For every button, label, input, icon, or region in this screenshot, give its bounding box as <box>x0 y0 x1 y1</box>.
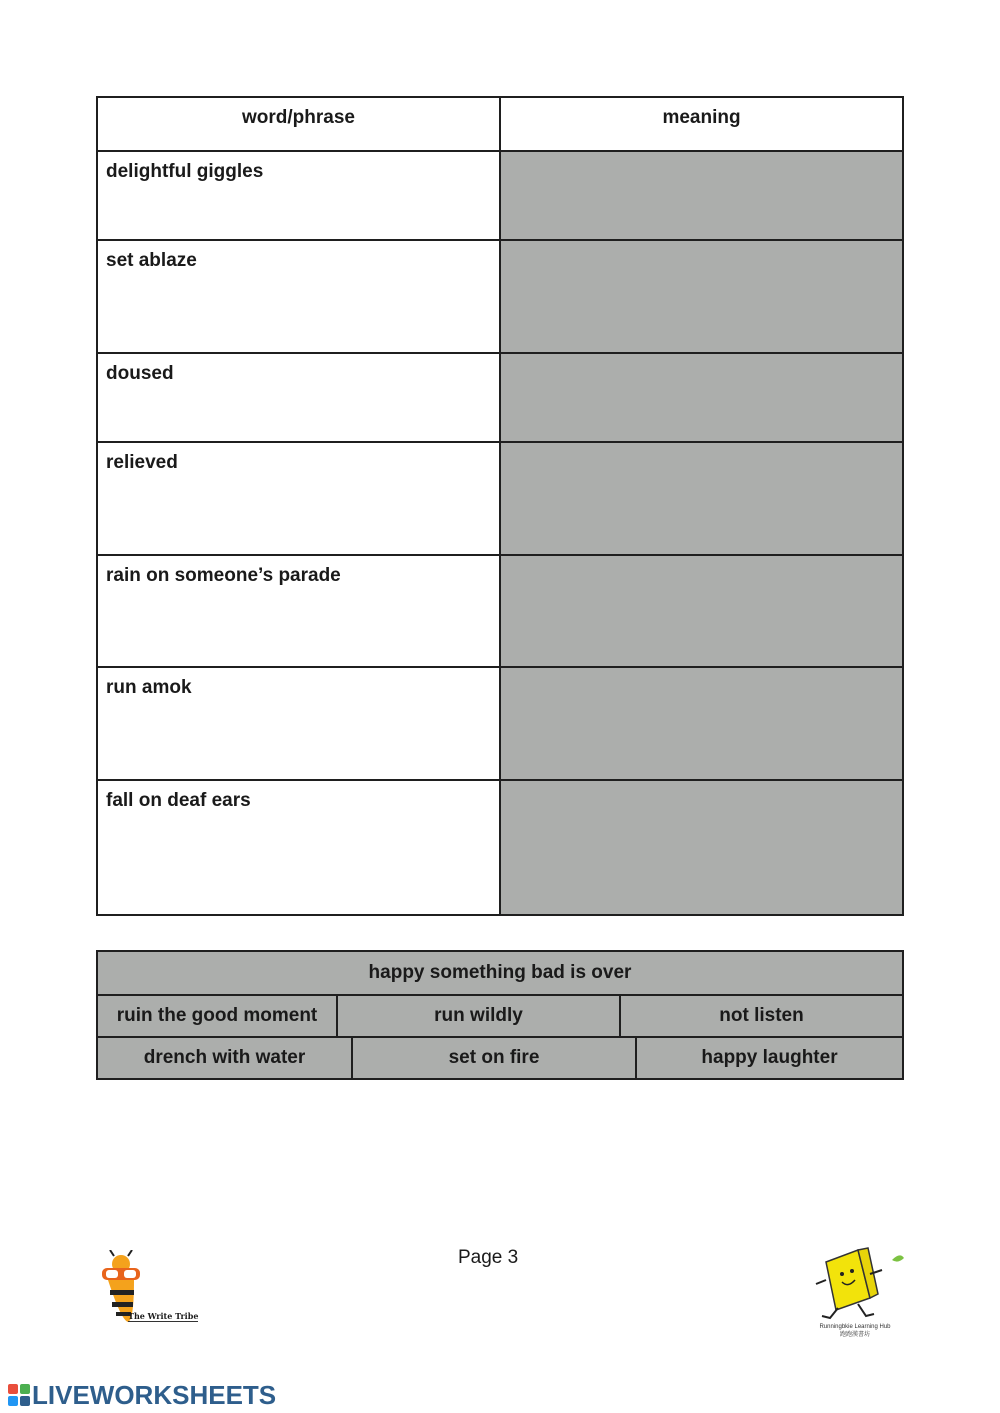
answer-chip[interactable]: run wildly <box>336 996 619 1036</box>
word-cell: fall on deaf ears <box>97 780 500 915</box>
meaning-drop-zone[interactable] <box>500 353 903 442</box>
meaning-drop-zone[interactable] <box>500 240 903 353</box>
word-cell: rain on someone’s parade <box>97 555 500 667</box>
table-row <box>97 780 903 915</box>
answer-chip[interactable]: set on fire <box>351 1038 635 1078</box>
word-cell: doused <box>97 353 500 442</box>
answer-chip[interactable]: drench with water <box>143 1047 306 1068</box>
liveworksheets-brand[interactable] <box>8 1381 276 1409</box>
answer-chip[interactable]: ruin the good moment <box>116 1005 318 1026</box>
answer-bank-row <box>98 1036 902 1078</box>
table-row <box>97 442 903 555</box>
table-row <box>97 555 903 667</box>
meaning-drop-zone[interactable] <box>500 442 903 555</box>
answer-bank-row <box>98 994 902 1036</box>
answer-chip[interactable]: not listen <box>619 996 902 1036</box>
meaning-drop-zone[interactable] <box>500 151 903 240</box>
answer-chip[interactable]: happy something bad is over <box>368 962 632 983</box>
running-book-logo-icon <box>808 1244 904 1324</box>
right-logo-line-1: Runningbkie Learning Hub <box>819 1324 891 1330</box>
page-number: Page 3 <box>458 1247 519 1268</box>
table-row <box>97 240 903 353</box>
meaning-drop-zone[interactable] <box>500 667 903 780</box>
header-word-phrase: word/phrase <box>97 97 500 151</box>
word-cell: relieved <box>97 442 500 555</box>
meaning-drop-zone[interactable] <box>500 555 903 667</box>
right-logo-line-2: 跑跑漢書坊 <box>839 1332 870 1338</box>
right-logo-text <box>812 1323 898 1339</box>
answer-chip[interactable]: happy laughter <box>635 1038 902 1078</box>
table-row <box>97 151 903 240</box>
table-header-row <box>97 97 903 151</box>
vocabulary-table <box>96 96 904 916</box>
liveworksheets-logo-icon <box>8 1384 30 1406</box>
word-cell: run amok <box>97 667 500 780</box>
table-row <box>97 667 903 780</box>
left-logo-text: The Write Tribe <box>128 1311 199 1321</box>
header-meaning: meaning <box>500 97 903 151</box>
word-cell: set ablaze <box>97 240 500 353</box>
answer-bank-row <box>98 952 902 994</box>
word-cell: delightful giggles <box>97 151 500 240</box>
meaning-drop-zone[interactable] <box>500 780 903 915</box>
table-row <box>97 353 903 442</box>
liveworksheets-wordmark: LIVEWORKSHEETS <box>32 1379 277 1410</box>
answer-bank <box>96 950 904 1080</box>
